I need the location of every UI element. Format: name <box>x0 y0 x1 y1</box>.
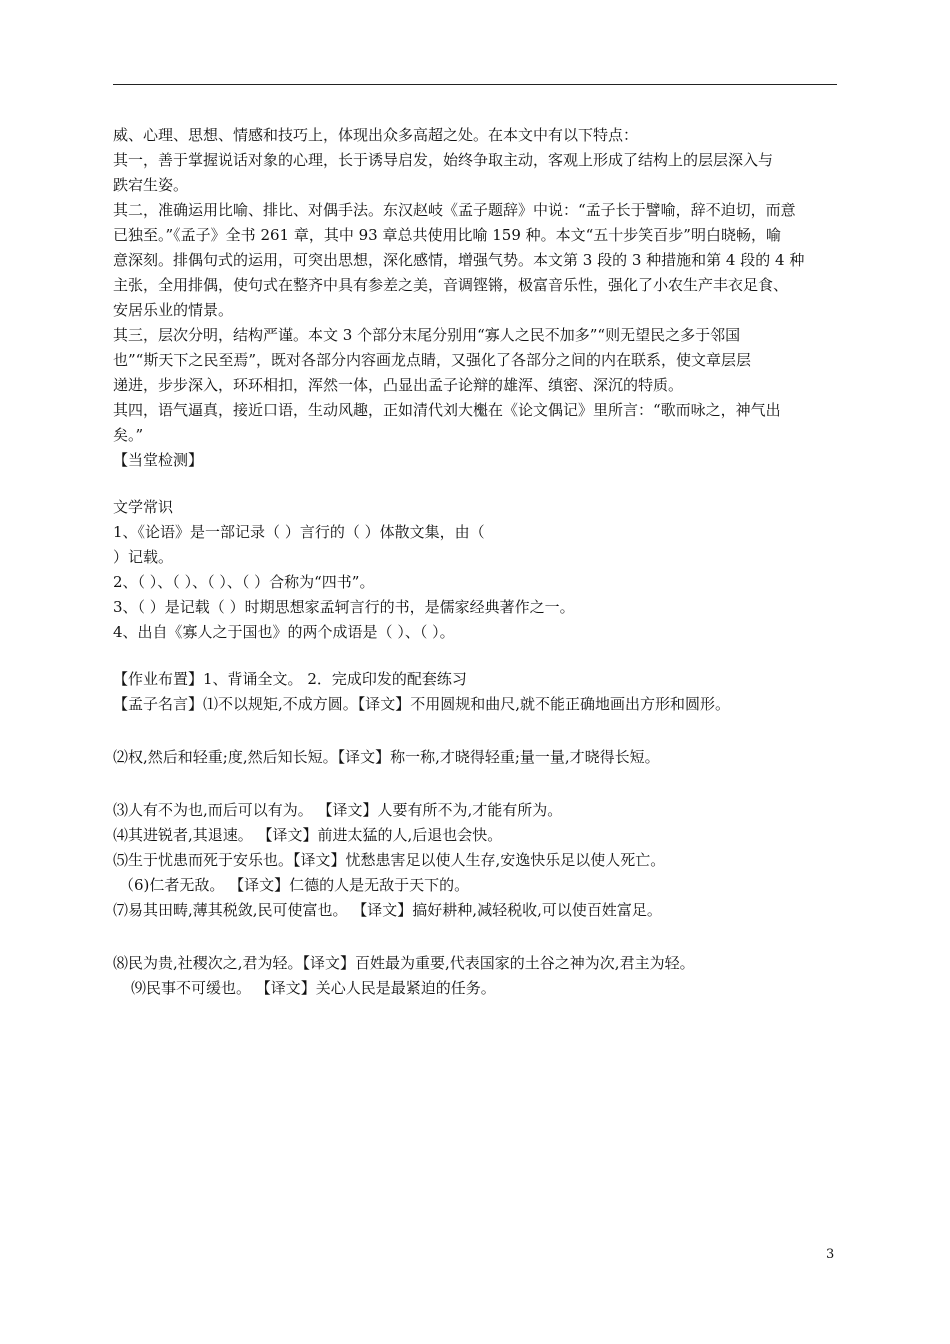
document-body <box>113 123 841 1001</box>
paragraph-intro: 威、心理、思想、情感和技巧上，体现出众多高超之处。在本文中有以下特点： <box>113 126 639 144</box>
paragraph-point-3-cont: 递进，步步深入，环环相扣，浑然一体，凸显出孟子论辩的雄浑、缜密、深沉的特质。 <box>113 376 684 394</box>
literature-heading: 文学常识 <box>113 498 174 516</box>
saying-4: ⑷其进锐者,其退速。 【译文】前进太猛的人,后退也会快。 <box>113 826 503 844</box>
saying-2: ⑵权,然后和轻重;度,然后知长短。【译文】称一称,才晓得轻重;量一量,才晓得长短。 <box>113 748 660 766</box>
paragraph-point-1: 其一，善于掌握说话对象的心理，长于诱导启发，始终争取主动，客观上形成了结构上的层层深入与 <box>113 151 774 169</box>
saying-3: ⑶人有不为也,而后可以有为。 【译文】人要有所不为,才能有所为。 <box>113 801 563 819</box>
question-1: 1、《论语》是一部记录（ ）言行的（ ）体散文集，由（ <box>113 523 485 541</box>
saying-8: ⑻民为贵,社稷次之,君为轻。【译文】百姓最为重要,代表国家的土谷之神为次,君主为轻。 <box>113 954 695 972</box>
question-1-cont: ）记载。 <box>113 548 174 566</box>
question-3: 3、（ ）是记载（ ）时期思想家孟轲言行的书，是儒家经典著作之一。 <box>113 598 575 616</box>
homework-line: 【作业布置】1、背诵全文。 2．完成印发的配套练习 <box>113 670 467 688</box>
section-heading-check: 【当堂检测】 <box>113 451 204 469</box>
question-2: 2、（ ）、（ ）、（ ）、（ ）合称为“四书”。 <box>113 573 375 591</box>
saying-7: ⑺易其田畴,薄其税敛,民可使富也。 【译文】搞好耕种,减轻税收,可以使百姓富足。 <box>113 901 662 919</box>
paragraph-point-2-cont: 安居乐业的情景。 <box>113 301 234 319</box>
saying-1: 【孟子名言】⑴不以规矩,不成方圆。【译文】不用圆规和曲尺,就不能正确地画出方形和圆形。 <box>113 695 731 713</box>
paragraph-point-1-cont: 跌宕生姿。 <box>113 176 189 194</box>
paragraph-point-4-cont: 矣。” <box>113 426 144 444</box>
paragraph-point-2-cont: 意深刻。排偶句式的运用，可突出思想，深化感情，增强气势。本文第 3 段的 3 种措施和第 4 段的 4 种 <box>113 251 805 269</box>
paragraph-point-4: 其四，语气逼真，接近口语，生动风趣，正如清代刘大櫆在《论文偶记》里所言：“歌而咏之，神气出 <box>113 401 781 419</box>
saying-5: ⑸生于忧患而死于安乐也。【译文】忧愁患害足以使人生存,安逸快乐足以使人死亡。 <box>113 851 666 869</box>
paragraph-point-2-cont: 主张，全用排偶，使句式在整齐中具有参差之美，音调铿锵，极富音乐性，强化了小农生产丰衣足食、 <box>113 276 789 294</box>
page-number: 3 <box>826 1247 835 1262</box>
paragraph-point-3-cont: 也”“斯天下之民至焉”，既对各部分内容画龙点睛，又强化了各部分之间的内在联系，使文章层层 <box>113 351 752 369</box>
question-4: 4、出自《寡人之于国也》的两个成语是（ ）、（ ）。 <box>113 623 455 641</box>
saying-9: ⑼民事不可缓也。 【译文】关心人民是最紧迫的任务。 <box>131 979 496 997</box>
paragraph-point-2-cont: 已独至。”《孟子》全书 261 章，其中 93 章总共使用比喻 159 种。本文“五十步笑百步”明白晓畅，喻 <box>113 226 781 244</box>
saying-6: （6)仁者无敌。 【译文】仁德的人是无敌于天下的。 <box>119 876 470 894</box>
paragraph-point-2: 其二，准确运用比喻、排比、对偶手法。东汉赵岐《孟子题辞》中说：“孟子长于譬喻，辞不迫切，而意 <box>113 201 796 219</box>
header-rule <box>113 84 837 85</box>
paragraph-point-3: 其三，层次分明，结构严谨。本文 3 个部分末尾分别用“寡人之民不加多”“则无望民之多于邻国 <box>113 326 741 344</box>
